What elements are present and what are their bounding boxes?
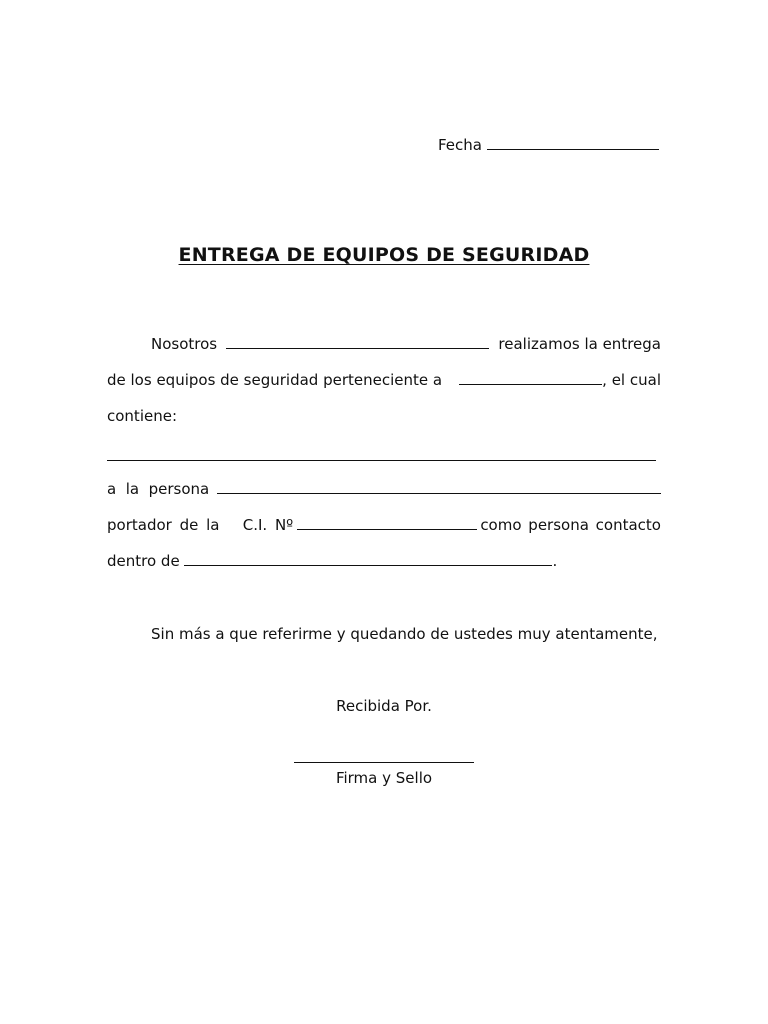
closing-text: Sin más a que referirme y quedando de ustedes muy atentamente, [151,625,658,643]
document-title: ENTREGA DE EQUIPOS DE SEGURIDAD [178,244,590,266]
date-blank [487,135,659,150]
date-line [438,135,659,155]
line2-start-text: de los equipos de seguridad perteneciente a [107,371,443,389]
body-line-3: contiene: [107,407,177,425]
line1-start-text: Nosotros [151,335,218,353]
body-line-2 [107,370,661,390]
id-number-blank [297,515,477,530]
line6-start-text: portador de la C.I. Nº [107,516,294,534]
body-line-5 [107,479,661,499]
location-blank [184,551,552,566]
received-by-text: Recibida Por. [336,697,432,715]
line2-end-text: , el cual [602,371,661,389]
line5-start-text: a la persona [107,480,210,498]
signature-line [294,762,474,763]
line1-end-text: realizamos la entrega [498,335,661,353]
line6-end-text: como persona contacto [480,516,661,534]
person-blank [217,479,661,494]
provider-name-blank [226,334,489,349]
body-line-1 [151,334,661,354]
body-line-7 [107,551,557,571]
contents-blank-line [107,460,656,461]
body-line-6 [107,515,661,535]
line7-end-text: . [552,552,558,570]
owner-blank [459,370,602,385]
owner-group [459,370,661,390]
line7-start-text: dentro de [107,552,180,570]
signature-label: Firma y Sello [335,769,433,787]
date-label: Fecha [438,136,482,154]
